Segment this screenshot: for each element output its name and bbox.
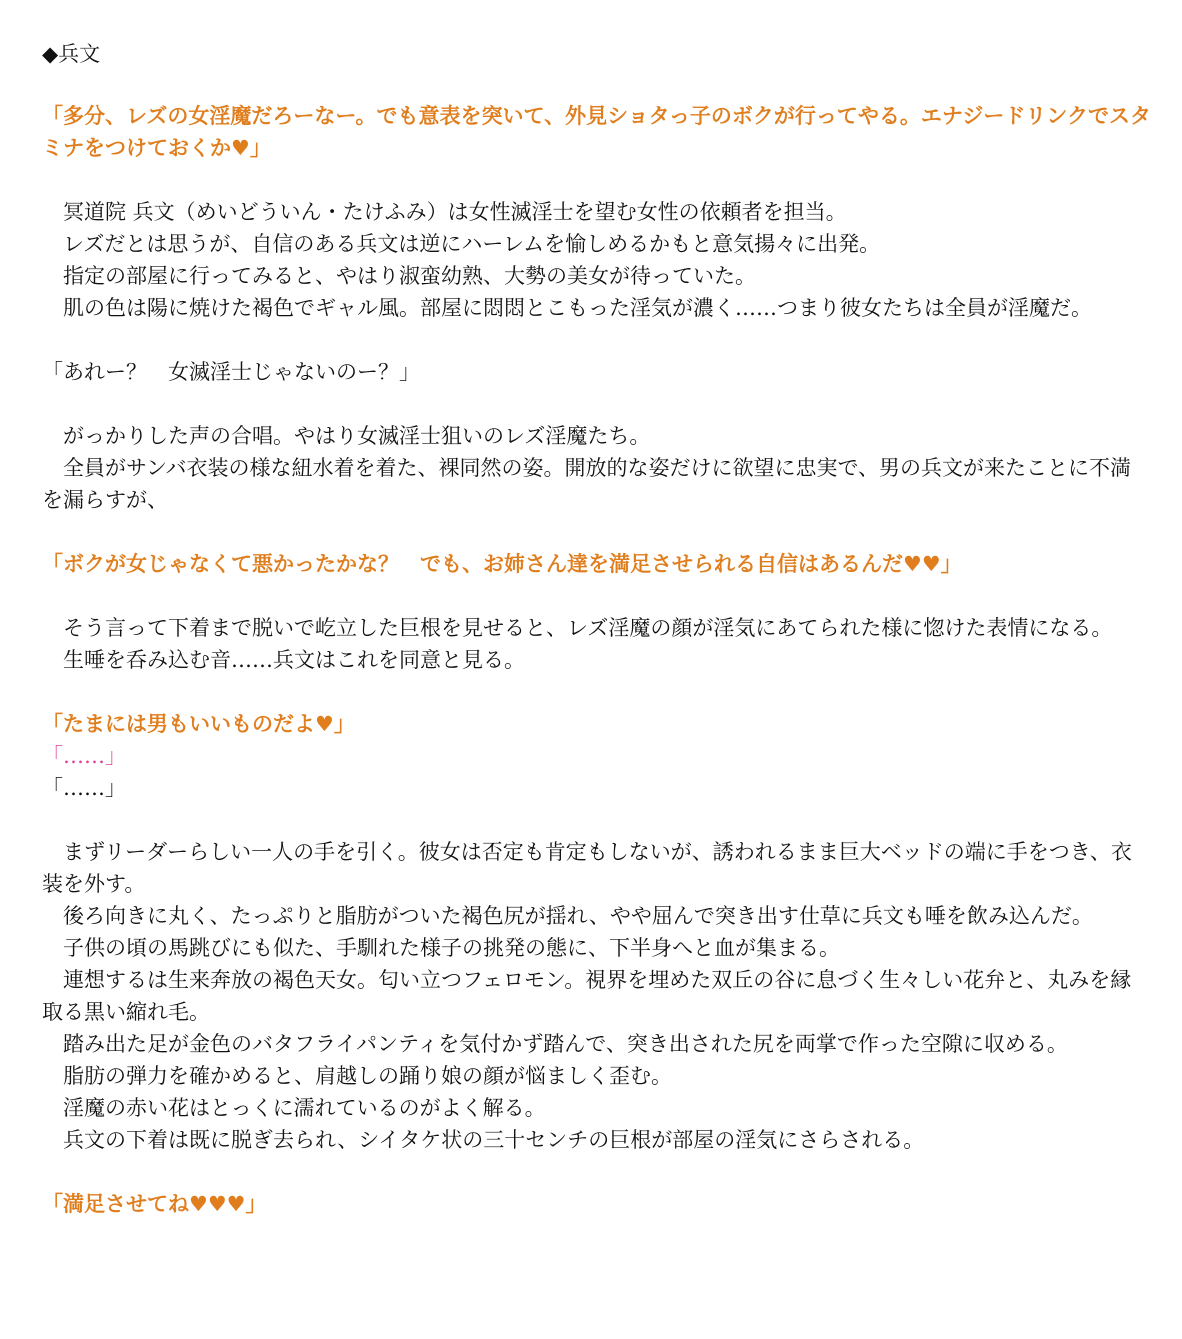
paragraph-line: レズだとは思うが、自信のある兵文は逆にハーレムを愉しめるかもと意気揚々に出発。 — [42, 232, 881, 256]
blank-line — [42, 804, 1152, 836]
paragraph-line: 淫魔の赤い花はとっくに濡れているのがよく解る。 — [42, 1096, 546, 1120]
blank-line — [42, 388, 1152, 420]
dialogue-succubi-1: 「あれー？ 女滅淫士じゃないのー？」 — [42, 360, 420, 384]
paragraph-line: 連想するは生来奔放の褐色天女。匂い立つフェロモン。視界を埋めた双丘の谷に息づく生々しい花弁と、丸みを縁取る黒い縮れ毛。 — [42, 968, 1132, 1024]
paragraph-line: 全員がサンバ衣装の様な紐水着を着た、裸同然の姿。開放的な姿だけに欲望に忠実で、男の兵文が来たことに不満を漏らすが、 — [42, 456, 1132, 512]
paragraph-line: 子供の頃の馬跳びにも似た、手馴れた様子の挑発の態に、下半身へと血が集まる。 — [42, 936, 840, 960]
paragraph-line: そう言って下着まで脱いで屹立した巨根を見せると、レズ淫魔の顔が淫気にあてられた様に惚けた表情になる。 — [42, 616, 1113, 640]
document-page — [42, 38, 1152, 1220]
paragraph-line: がっかりした声の合唱。やはり女滅淫士狙いのレズ淫魔たち。 — [42, 424, 651, 448]
blank-line — [42, 516, 1152, 548]
dialogue-takefumi-2: 「ボクが女じゃなくて悪かったかな？ でも、お姉さん達を満足させられる自信はあるんだ♥♥」 — [42, 551, 962, 576]
paragraph-line: まずリーダーらしい一人の手を引く。彼女は否定も肯定もしないが、誘われるまま巨大ベッドの端に手をつき、衣装を外す。 — [42, 840, 1132, 896]
paragraph-line: 肌の色は陽に焼けた褐色でギャル風。部屋に悶悶とこもった淫気が濃く……つまり彼女たちは全員が淫魔だ。 — [42, 296, 1092, 320]
dialogue-succubus-final: 「満足させてね♥♥♥」 — [42, 1191, 267, 1216]
paragraph-line: 生唾を呑み込む音……兵文はこれを同意と見る。 — [42, 648, 525, 672]
blank-line — [42, 580, 1152, 612]
blank-line — [42, 324, 1152, 356]
dialogue-silence-black: 「……」 — [42, 776, 126, 800]
paragraph-line: 指定の部屋に行ってみると、やはり淑蛮幼熟、大勢の美女が待っていた。 — [42, 264, 756, 288]
dialogue-takefumi-1: 「多分、レズの女淫魔だろーなー。でも意表を突いて、外見ショタっ子のボクが行ってやる。エナジードリンクでスタミナをつけておくか♥」 — [42, 103, 1152, 160]
blank-line — [42, 676, 1152, 708]
paragraph-line: 脂肪の弾力を確かめると、肩越しの踊り娘の顔が悩ましく歪む。 — [42, 1064, 672, 1088]
paragraph-line: 冥道院 兵文（めいどういん・たけふみ）は女性滅淫士を望む女性の依頼者を担当。 — [42, 200, 847, 224]
section-heading: ◆兵文 — [42, 42, 101, 66]
paragraph-line: 後ろ向きに丸く、たっぷりと脂肪がついた褐色尻が揺れ、やや屈んで突き出す仕草に兵文も唾を飲み込んだ。 — [42, 904, 1093, 928]
dialogue-silence-pink: 「……」 — [42, 744, 126, 768]
paragraph-line: 兵文の下着は既に脱ぎ去られ、シイタケ状の三十センチの巨根が部屋の淫気にさらされる。 — [42, 1128, 925, 1152]
blank-line — [42, 1156, 1152, 1188]
dialogue-takefumi-3: 「たまには男もいいものだよ♥」 — [42, 711, 355, 736]
paragraph-line: 踏み出た足が金色のバタフライパンティを気付かず踏んで、突き出された尻を両掌で作った空隙に収める。 — [42, 1032, 1068, 1056]
blank-line — [42, 164, 1152, 196]
